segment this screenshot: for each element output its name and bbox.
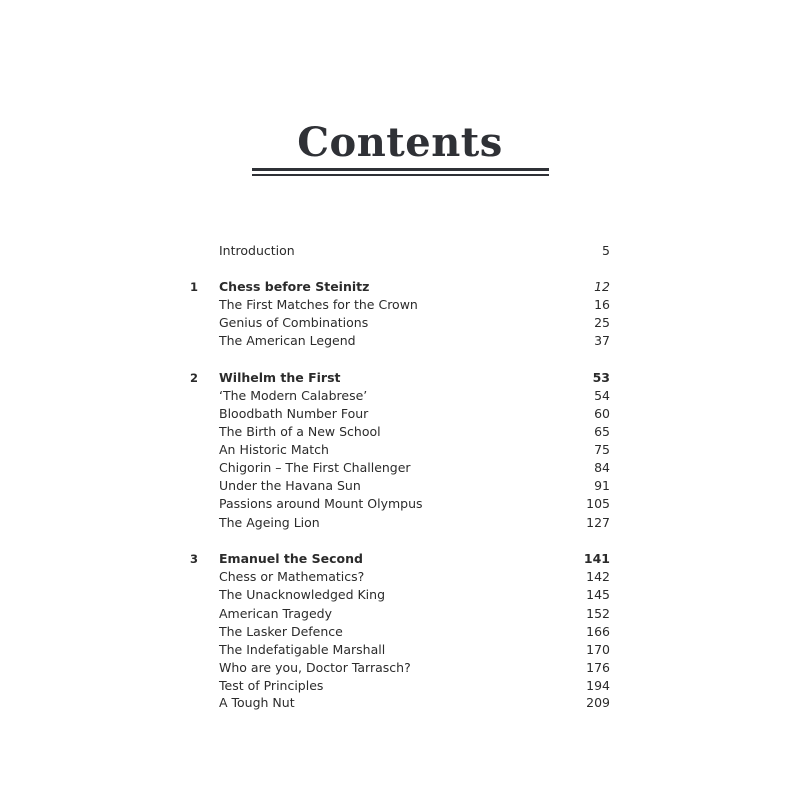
entry-page: 209 xyxy=(586,695,610,710)
entry-page: 166 xyxy=(586,624,610,639)
entry-title: Who are you, Doctor Tarrasch? xyxy=(219,660,411,675)
chapter-heading[interactable] xyxy=(0,550,800,568)
entry-title: The Lasker Defence xyxy=(219,624,343,639)
chapter-title: Wilhelm the First xyxy=(219,370,341,385)
entry-title: Chess or Mathematics? xyxy=(219,569,365,584)
entry-page: 37 xyxy=(594,333,610,348)
chapter-number: 3 xyxy=(189,552,198,566)
toc-entry[interactable] xyxy=(0,314,800,332)
chapter-heading[interactable] xyxy=(0,278,800,296)
toc-entry[interactable] xyxy=(0,332,800,350)
entry-page: 127 xyxy=(586,515,610,530)
entry-page: 152 xyxy=(586,606,610,621)
chapter-number: 1 xyxy=(189,280,198,294)
entry-title: The Unacknowledged King xyxy=(219,587,386,602)
entry-title: A Tough Nut xyxy=(219,695,295,710)
chapter-number: 2 xyxy=(189,371,198,385)
chapter-title: Chess before Steinitz xyxy=(219,279,370,294)
entry-page: 142 xyxy=(586,569,610,584)
toc-entry[interactable] xyxy=(0,568,800,586)
entry-title: Bloodbath Number Four xyxy=(219,406,369,421)
toc-entry[interactable] xyxy=(0,405,800,423)
entry-page: 65 xyxy=(594,424,610,439)
entry-page: 84 xyxy=(594,460,610,475)
entry-title: Introduction xyxy=(219,243,295,258)
toc-entry[interactable] xyxy=(0,296,800,314)
entry-page: 54 xyxy=(594,388,610,403)
entry-page: 75 xyxy=(594,442,610,457)
entry-page: 176 xyxy=(586,660,610,675)
toc-entry[interactable] xyxy=(0,477,800,495)
entry-title: The First Matches for the Crown xyxy=(219,297,418,312)
entry-title: The Ageing Lion xyxy=(219,515,320,530)
entry-title: Genius of Combinations xyxy=(219,315,369,330)
entry-page: 91 xyxy=(594,478,610,493)
toc-entry[interactable] xyxy=(0,623,800,641)
chapter-page: 12 xyxy=(594,279,610,294)
toc-entry[interactable] xyxy=(0,423,800,441)
entry-title: The American Legend xyxy=(219,333,356,348)
entry-page: 60 xyxy=(594,406,610,421)
entry-page: 170 xyxy=(586,642,610,657)
toc-entry[interactable] xyxy=(0,459,800,477)
entry-page: 5 xyxy=(602,243,610,258)
entry-title: Test of Principles xyxy=(219,678,324,693)
entry-title: An Historic Match xyxy=(219,442,329,457)
entry-title: Passions around Mount Olympus xyxy=(219,496,423,511)
entry-title: The Birth of a New School xyxy=(219,424,381,439)
toc-entry[interactable] xyxy=(0,495,800,513)
toc-entry[interactable] xyxy=(0,441,800,459)
toc-entry[interactable] xyxy=(0,387,800,405)
toc-entry[interactable] xyxy=(0,586,800,604)
entry-title: Under the Havana Sun xyxy=(219,478,361,493)
toc-entry[interactable] xyxy=(0,641,800,659)
toc-entry-introduction[interactable] xyxy=(0,242,800,260)
toc-entry[interactable] xyxy=(0,605,800,623)
entry-page: 194 xyxy=(586,678,610,693)
entry-title: ‘The Modern Calabrese’ xyxy=(219,388,368,403)
entry-page: 16 xyxy=(594,297,610,312)
entry-page: 25 xyxy=(594,315,610,330)
entry-title: Chigorin – The First Challenger xyxy=(219,460,411,475)
entry-page: 105 xyxy=(586,496,610,511)
toc-entry[interactable] xyxy=(0,659,800,677)
chapter-page: 141 xyxy=(583,551,610,566)
entry-page: 145 xyxy=(586,587,610,602)
chapter-page: 53 xyxy=(592,370,610,385)
toc-entry[interactable] xyxy=(0,677,800,695)
chapter-heading[interactable] xyxy=(0,369,800,387)
entry-title: American Tragedy xyxy=(219,606,333,621)
entry-title: The Indefatigable Marshall xyxy=(219,642,386,657)
toc-entry[interactable] xyxy=(0,514,800,532)
toc-entry[interactable] xyxy=(0,694,800,712)
chapter-title: Emanuel the Second xyxy=(219,551,363,566)
page-title: Contents xyxy=(297,119,503,166)
